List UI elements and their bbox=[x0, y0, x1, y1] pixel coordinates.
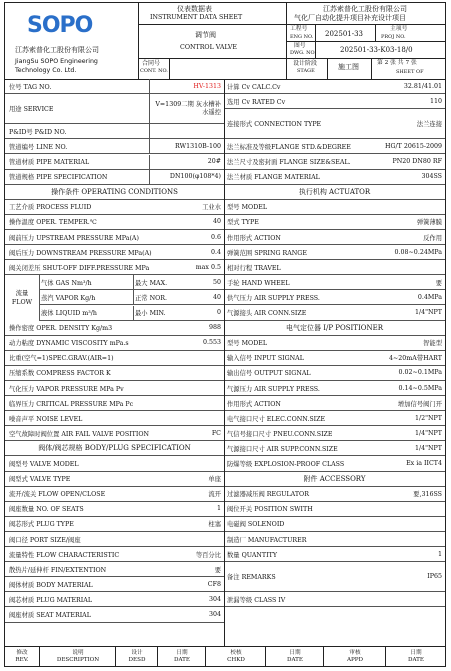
section-operating-conditions: 操作条件 OPERATING CONDITIONS bbox=[51, 187, 178, 196]
field-value: 弹簧薄膜 bbox=[416, 219, 442, 227]
revision-col-label-en: DATE bbox=[173, 657, 191, 663]
field-value: 20# bbox=[207, 158, 221, 166]
field-value bbox=[372, 592, 442, 606]
field-label: 管道材质 PIPE MATERIAL bbox=[9, 159, 90, 167]
field-value: 0.08~0.24MPa bbox=[394, 248, 442, 256]
field-label: 操作密度 OPER. DENSITY Kg/m3 bbox=[9, 325, 113, 333]
left-row-3 bbox=[5, 139, 224, 154]
flow-label-cn: 流量 bbox=[15, 289, 29, 297]
field-label: 阀座数量 NO. OF SEATS bbox=[9, 506, 84, 514]
field-label: 阀芯形式 PLUG TYPE bbox=[9, 521, 74, 529]
field-label: 泄漏等级 CLASS IV bbox=[227, 596, 286, 604]
revision-col-label-cn: 审核 bbox=[349, 649, 361, 656]
field-value: 304 bbox=[208, 595, 221, 603]
field-value: 304SS bbox=[421, 173, 442, 181]
field-value: 等百分比 bbox=[195, 551, 221, 559]
revision-col-label-en: DESD bbox=[128, 657, 146, 663]
revision-col-label-en: REV. bbox=[15, 657, 29, 663]
field-label: 气源压力 AIR SUPPLY PRESS. bbox=[227, 385, 320, 393]
contract-label-en: CONT. NO. bbox=[140, 68, 168, 74]
field-label: P&ID号 P&ID NO. bbox=[9, 128, 67, 136]
revision-col-label-cn: 日期 bbox=[176, 649, 188, 656]
left-row-2 bbox=[5, 124, 224, 139]
revision-col-0 bbox=[5, 647, 39, 667]
field-label: 用途 SERVICE bbox=[9, 106, 54, 114]
left-row-0 bbox=[5, 79, 224, 94]
field-label: 型号 MODEL bbox=[227, 204, 268, 212]
flow-medium-label: 液体 LIQUID m³/h bbox=[41, 310, 97, 318]
client-name: 江苏索普化工股份有限公司 bbox=[323, 5, 407, 13]
field-label: 阀型式 VALVE TYPE bbox=[9, 476, 71, 484]
revision-col-label-en: CHKD bbox=[227, 657, 245, 663]
eng-no-label-en: ENG NO. bbox=[290, 34, 314, 40]
field-label: 制造厂 MANUFACTURER bbox=[227, 536, 307, 544]
project-name: 气化厂自动化提升项目补充设计项目 bbox=[294, 14, 406, 22]
item-title-cn: 调节阀 bbox=[195, 31, 216, 39]
field-label: 作用形式 ACTION bbox=[227, 234, 281, 242]
field-value bbox=[169, 381, 221, 395]
field-value: 1/4"NPT bbox=[415, 309, 442, 317]
revision-col-5 bbox=[265, 647, 324, 667]
revision-col-label-cn: 设计 bbox=[131, 649, 143, 656]
field-label: 阀体材质 BODY MATERIAL bbox=[9, 581, 93, 589]
section-accessory: 附件 ACCESSORY bbox=[303, 474, 366, 483]
flow-level-label: 最小 MIN. bbox=[135, 310, 166, 318]
field-value: 40 bbox=[212, 218, 221, 226]
data-sheet bbox=[4, 2, 446, 667]
dwg-no-value: 202501-33-K03-18/0 bbox=[340, 46, 413, 54]
field-label: 管道编号 LINE NO. bbox=[9, 143, 68, 151]
field-value bbox=[169, 351, 221, 365]
field-label: 防爆等级 EXPLOSION-PROOF CLASS bbox=[227, 461, 345, 469]
field-label: 工艺介质 PROCESS FLUID bbox=[9, 204, 92, 212]
revision-col-label-en: APPD bbox=[346, 657, 364, 663]
field-value: HV-1313 bbox=[193, 82, 221, 90]
field-value: 柱塞 bbox=[208, 521, 221, 529]
section-positioner: 电气定位器 I/P POSITIONER bbox=[286, 323, 383, 332]
field-value: 988 bbox=[208, 324, 221, 332]
field-label: 型号 MODEL bbox=[227, 340, 268, 348]
revision-col-6 bbox=[323, 647, 386, 667]
field-value: FC bbox=[211, 429, 221, 437]
field-label: 流量特性 FLOW CHARACTERISTIC bbox=[9, 551, 120, 559]
field-label: 气信号接口尺寸 PNEU.CONN.SIZE bbox=[227, 430, 333, 438]
field-label: 管道规格 PIPE SPECIFICATION bbox=[9, 174, 108, 182]
revision-col-3 bbox=[157, 647, 206, 667]
field-label: 计算 Cv CALC.Cv bbox=[227, 83, 281, 91]
field-value: 反作用 bbox=[423, 234, 442, 242]
field-label: 阀座材质 SEAT MATERIAL bbox=[9, 612, 91, 620]
field-value: 单座 bbox=[208, 476, 221, 484]
field-value bbox=[372, 260, 442, 274]
proj-no-label-en: PROJ NO. bbox=[381, 34, 406, 40]
field-label: 阀前压力 UPSTREAM PRESSURE MPa(A) bbox=[9, 234, 139, 242]
flow-medium-label: 蒸汽 VAPOR Kg/h bbox=[41, 294, 96, 302]
field-label: 连接形式 CONNECTION TYPE bbox=[227, 121, 322, 129]
revision-col-label-cn: 校核 bbox=[230, 649, 242, 656]
field-label: 阀型号 VALVE MODEL bbox=[9, 461, 79, 469]
eng-no-label-cn: 工程号 bbox=[290, 26, 308, 32]
field-label: 阀位开关 POSITION SWITH bbox=[227, 506, 313, 514]
field-label: 动力粘度 DYNAMIC VISCOSITY mPa.s bbox=[9, 340, 129, 348]
revision-col-label-en: DATE bbox=[286, 657, 304, 663]
field-value bbox=[372, 532, 442, 546]
left-row-1 bbox=[5, 94, 224, 124]
field-value bbox=[169, 366, 221, 380]
field-label: 阀芯材质 PLUG MATERIAL bbox=[9, 596, 93, 604]
revision-col-label-cn: 日期 bbox=[410, 649, 422, 656]
field-label: 输出信号 OUTPUT SIGNAL bbox=[227, 370, 311, 378]
field-label: 临界压力 CRITICAL PRESSURE MPa Pc bbox=[9, 400, 134, 408]
field-value: 0.02~0.1MPa bbox=[398, 369, 442, 377]
field-value: 0.6 bbox=[210, 233, 221, 241]
field-label: 选用 Cv RATED Cv bbox=[227, 98, 286, 106]
field-value: 304 bbox=[208, 611, 221, 619]
field-label: 气源接头 AIR CONN.SIZE bbox=[227, 310, 307, 318]
revision-col-label-en: DESCRIPTION bbox=[56, 657, 100, 663]
field-value: 32.81/41.01 bbox=[403, 82, 442, 90]
logo-text: SOPO bbox=[27, 13, 93, 38]
field-value: RW1310B-100 bbox=[175, 142, 221, 150]
field-label: 比重(空气=1)SPEC.GRAV.(AIR=1) bbox=[9, 355, 114, 363]
field-value: CF8 bbox=[207, 580, 221, 588]
contract-label-cn: 合同号 bbox=[142, 60, 161, 67]
field-label: 法兰标准及等级FLANGE STD.&DEGREE bbox=[227, 143, 351, 151]
field-label: 流开/流关 FLOW OPEN/CLOSE bbox=[9, 491, 106, 499]
sopo-logo bbox=[27, 11, 93, 39]
field-label: 阀口径 PORT SIZE/阀座 bbox=[9, 536, 81, 544]
field-value: 要 bbox=[214, 566, 221, 574]
left-row-5 bbox=[5, 170, 224, 185]
field-value: HG/T 20615-2009 bbox=[384, 142, 442, 150]
field-label: 法兰尺寸及密封面 FLANGE SIZE&SEAL. bbox=[227, 159, 351, 167]
field-label: 噪音声平 NOISE LEVEL bbox=[9, 415, 83, 423]
revision-col-7 bbox=[385, 647, 446, 667]
field-label: 位号 TAG NO. bbox=[9, 83, 52, 91]
field-label: 空气故障时阀位置 AIR FAIL VALVE POSITION bbox=[9, 430, 150, 438]
field-value bbox=[372, 517, 442, 531]
field-label: 阀关闭差压 SHUT-OFF DIFF.PRESSURE MPa bbox=[9, 264, 150, 272]
field-label: 相对行程 TRAVEL bbox=[227, 264, 281, 272]
field-value bbox=[169, 411, 221, 425]
section-actuator: 执行机构 ACTUATOR bbox=[298, 187, 371, 196]
field-value: 1/4"NPT bbox=[415, 429, 442, 437]
field-value: PN20 DN80 RF bbox=[392, 158, 442, 166]
field-label: 弹簧范围 SPRING RANGE bbox=[227, 249, 307, 257]
revision-col-label-cn: 说明 bbox=[72, 649, 84, 656]
revision-col-label-cn: 修改 bbox=[16, 649, 28, 656]
left-row-4 bbox=[5, 155, 224, 170]
flow-group-label bbox=[5, 275, 40, 320]
field-label: 手轮 HAND WHEEL bbox=[227, 279, 290, 287]
field-value bbox=[169, 457, 221, 471]
sheet-title-en: INSTRUMENT DATA SHEET bbox=[150, 14, 243, 21]
flow-level-label: 最大 MAX. bbox=[135, 279, 168, 287]
field-label: 型式 TYPE bbox=[227, 219, 259, 227]
item-title-en: CONTROL VALVE bbox=[180, 44, 238, 51]
revision-col-4 bbox=[205, 647, 266, 667]
field-label: 数量 QUANTITY bbox=[227, 551, 277, 559]
field-label: 散热片/延伸杆 FIN/EXTENTION bbox=[9, 566, 107, 574]
field-value: 0.4 bbox=[210, 248, 221, 256]
company-name-en: JiangSu SOPO Engineering Technology Co. Ltd. bbox=[15, 58, 98, 75]
field-label: 操作温度 OPER. TEMPER.℃ bbox=[9, 219, 97, 227]
field-label: 供气压力 AIR SUPPLY PRESS. bbox=[227, 294, 320, 302]
flow-value: 40 bbox=[212, 293, 221, 301]
field-label: 过滤器减压阀 REGULATOR bbox=[227, 491, 309, 499]
field-value: 1/2"NPT bbox=[415, 414, 442, 422]
revision-block bbox=[5, 646, 445, 667]
dwg-no-label-en: DWG. NO. bbox=[290, 50, 316, 56]
stage-label-en: STAGE bbox=[297, 68, 315, 74]
stage-value: 施工图 bbox=[338, 63, 359, 71]
flow-label-en: FLOW bbox=[11, 298, 33, 306]
field-value bbox=[169, 532, 221, 546]
field-value: 智能型 bbox=[423, 340, 442, 348]
field-value: 1 bbox=[437, 550, 442, 558]
field-value: 4~20mA带HART bbox=[389, 355, 442, 363]
field-value bbox=[169, 396, 221, 410]
field-label: 气源接口尺寸 AIR SUPP.CONN.SIZE bbox=[227, 445, 338, 453]
field-label: 电气接口尺寸 ELEC.CONN.SIZE bbox=[227, 415, 326, 423]
field-label: 备注 REMARKS bbox=[227, 574, 276, 582]
sheet-number-en: SHEET OF bbox=[396, 69, 424, 75]
field-value: 工业水 bbox=[202, 204, 221, 212]
field-value bbox=[151, 124, 221, 138]
field-value: 110 bbox=[429, 97, 442, 105]
dwg-no-label-cn: 图号 bbox=[294, 43, 306, 49]
field-value: 0.553 bbox=[202, 339, 221, 347]
field-value: IP65 bbox=[427, 573, 442, 581]
revision-col-2 bbox=[115, 647, 158, 667]
field-value: 0.14~0.5MPa bbox=[398, 384, 442, 392]
field-value: 流开 bbox=[208, 491, 221, 499]
sheet-number: 第 2 张 共 7 张 bbox=[377, 60, 417, 66]
proj-no-label-cn: 主项号 bbox=[390, 26, 408, 32]
field-value bbox=[372, 200, 442, 214]
field-value bbox=[372, 502, 442, 516]
field-value: 要,316SS bbox=[413, 491, 442, 499]
section-body-plug-spec: 阀体/阀芯规格 BODY/PLUG SPECIFICATION bbox=[38, 444, 191, 453]
field-label: 输入信号 INPUT SIGNAL bbox=[227, 355, 304, 363]
field-label: 法兰材质 FLANGE MATERIAL bbox=[227, 174, 320, 182]
center-divider bbox=[224, 79, 225, 646]
field-value: Ex ia IICT4 bbox=[406, 460, 442, 468]
field-label: 阀后压力 DOWNSTREAM PRESSURE MPa(A) bbox=[9, 249, 152, 257]
sheet-header bbox=[5, 3, 445, 80]
field-value: 法兰连接 bbox=[416, 121, 442, 129]
field-label: 电磁阀 SOLENOID bbox=[227, 521, 285, 529]
sheet-title-cn: 仪表数据表 bbox=[177, 5, 212, 13]
field-value: 0.4MPa bbox=[417, 293, 442, 301]
flow-value: 0 bbox=[216, 309, 221, 317]
flow-medium-label: 气体 GAS Nm³/h bbox=[41, 279, 92, 287]
field-value: 1/4"NPT bbox=[415, 444, 442, 452]
revision-col-label-en: DATE bbox=[407, 657, 425, 663]
field-value: 1 bbox=[216, 505, 221, 513]
field-label: 气化压力 VAPOR PRESSURE MPa Pv bbox=[9, 385, 124, 393]
stage-label-cn: 设计阶段 bbox=[293, 60, 318, 67]
field-value: max 0.5 bbox=[195, 263, 221, 271]
flow-value: 50 bbox=[212, 278, 221, 286]
flow-level-label: 正常 NOR. bbox=[135, 294, 168, 302]
field-label: 压缩系数 COMPRESS FACTOR K bbox=[9, 370, 111, 378]
field-value: DN100(φ108*4) bbox=[169, 173, 221, 181]
revision-col-1 bbox=[39, 647, 116, 667]
eng-no-value: 202501-33 bbox=[325, 30, 363, 38]
field-label: 作用形式 ACTION bbox=[227, 400, 281, 408]
field-value: 增加信号阀门开 bbox=[397, 400, 442, 408]
field-value: 要 bbox=[435, 279, 442, 287]
company-name-cn: 江苏索普化工股份有限公司 bbox=[15, 46, 99, 54]
field-value: V=1309二期 灰水槽补水遥控 bbox=[155, 100, 221, 116]
revision-col-label-cn: 日期 bbox=[289, 649, 301, 656]
